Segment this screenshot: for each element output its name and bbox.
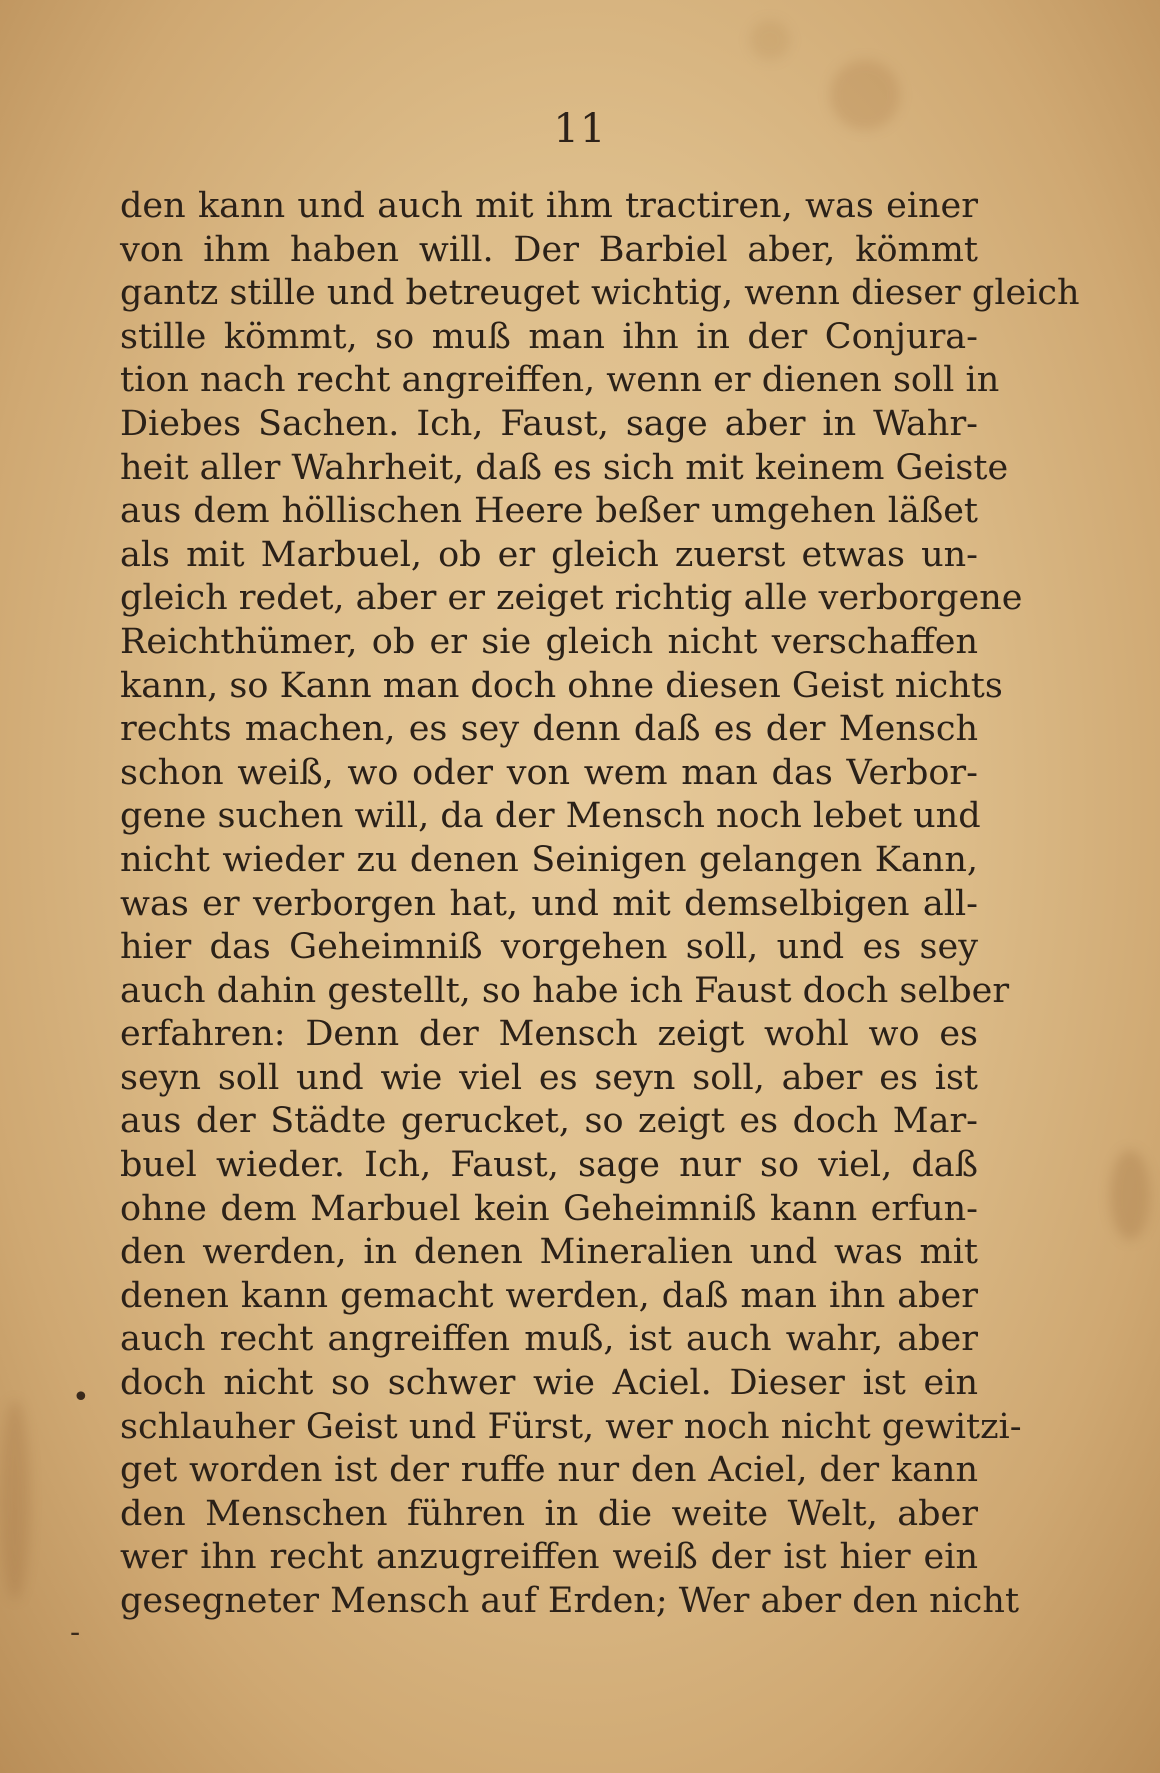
text-line: buel wieder. Ich, Faust, sage nur so viel, daß [120, 1145, 978, 1186]
text-line: kann, so Kann man doch ohne diesen Geist nichts [120, 665, 1003, 706]
text-line: seyn soll und wie viel es seyn soll, aber es ist [120, 1057, 978, 1098]
text-line: auch recht angreiffen muß, ist auch wahr, aber [120, 1319, 978, 1360]
text-line: schlauher Geist und Fürst, wer noch nicht gewitzi- [120, 1406, 1022, 1447]
paper-stain [750, 20, 790, 60]
text-line: wer ihn recht anzugreiffen weiß der ist hier ein [120, 1537, 978, 1578]
margin-dot: • [72, 1380, 90, 1415]
paper-stain [0, 1400, 30, 1600]
text-line: doch nicht so schwer wie Aciel. Dieser ist ein [120, 1363, 978, 1404]
text-line: Reichthümer, ob er sie gleich nicht verschaffen [120, 621, 978, 662]
text-line: heit aller Wahrheit, daß es sich mit keinem Geiste [120, 447, 1009, 488]
body-text [120, 185, 1080, 1624]
text-line: ohne dem Marbuel kein Geheimniß kann erfun- [120, 1188, 978, 1229]
text-line: auch dahin gestellt, so habe ich Faust doch selber [120, 970, 1010, 1011]
text-line: erfahren: Denn der Mensch zeigt wohl wo es [120, 1014, 978, 1055]
text-line: stille kömmt, so muß man ihn in der Conjura- [120, 316, 978, 357]
text-line: von ihm haben will. Der Barbiel aber, kömmt [120, 229, 978, 270]
text-line: den kann und auch mit ihm tractiren, was einer [120, 186, 978, 226]
paper-stain [1110, 1150, 1150, 1240]
text-line: tion nach recht angreiffen, wenn er dienen soll in [120, 360, 1000, 401]
text-line: gesegneter Mensch auf Erden; Wer aber den nicht [120, 1581, 1020, 1621]
text-line: Diebes Sachen. Ich, Faust, sage aber in Wahr- [120, 403, 978, 444]
text-line: den Menschen führen in die weite Welt, aber [120, 1493, 978, 1534]
text-line: rechts machen, es sey denn daß es der Mensch [120, 709, 978, 750]
text-line: gene suchen will, da der Mensch noch lebet und [120, 796, 981, 837]
text-line: gleich redet, aber er zeiget richtig alle verborgene [120, 578, 1023, 619]
text-line: get worden ist der ruffe nur den Aciel, der kann [120, 1450, 978, 1491]
text-line: was er verborgen hat, und mit demselbigen all- [120, 883, 978, 924]
page-number: 11 [553, 106, 607, 152]
text-line: gantz stille und betreuget wichtig, wenn dieser gleich [120, 273, 1080, 314]
text-line: hier das Geheimniß vorgehen soll, und es sey [120, 927, 978, 968]
text-line: aus dem höllischen Heere beßer umgehen läßet [120, 491, 978, 532]
text-line: den werden, in denen Mineralien und was mit [120, 1232, 978, 1273]
text-line: denen kann gemacht werden, daß man ihn aber [120, 1275, 978, 1316]
text-line: schon weiß, wo oder von wem man das Verbor- [120, 752, 978, 793]
text-line: aus der Städte gerucket, so zeigt es doch Mar- [120, 1101, 978, 1142]
text-line: als mit Marbuel, ob er gleich zuerst etwas un- [120, 534, 978, 575]
margin-dash: - [70, 1615, 81, 1650]
text-line: nicht wieder zu denen Seinigen gelangen Kann, [120, 839, 978, 880]
